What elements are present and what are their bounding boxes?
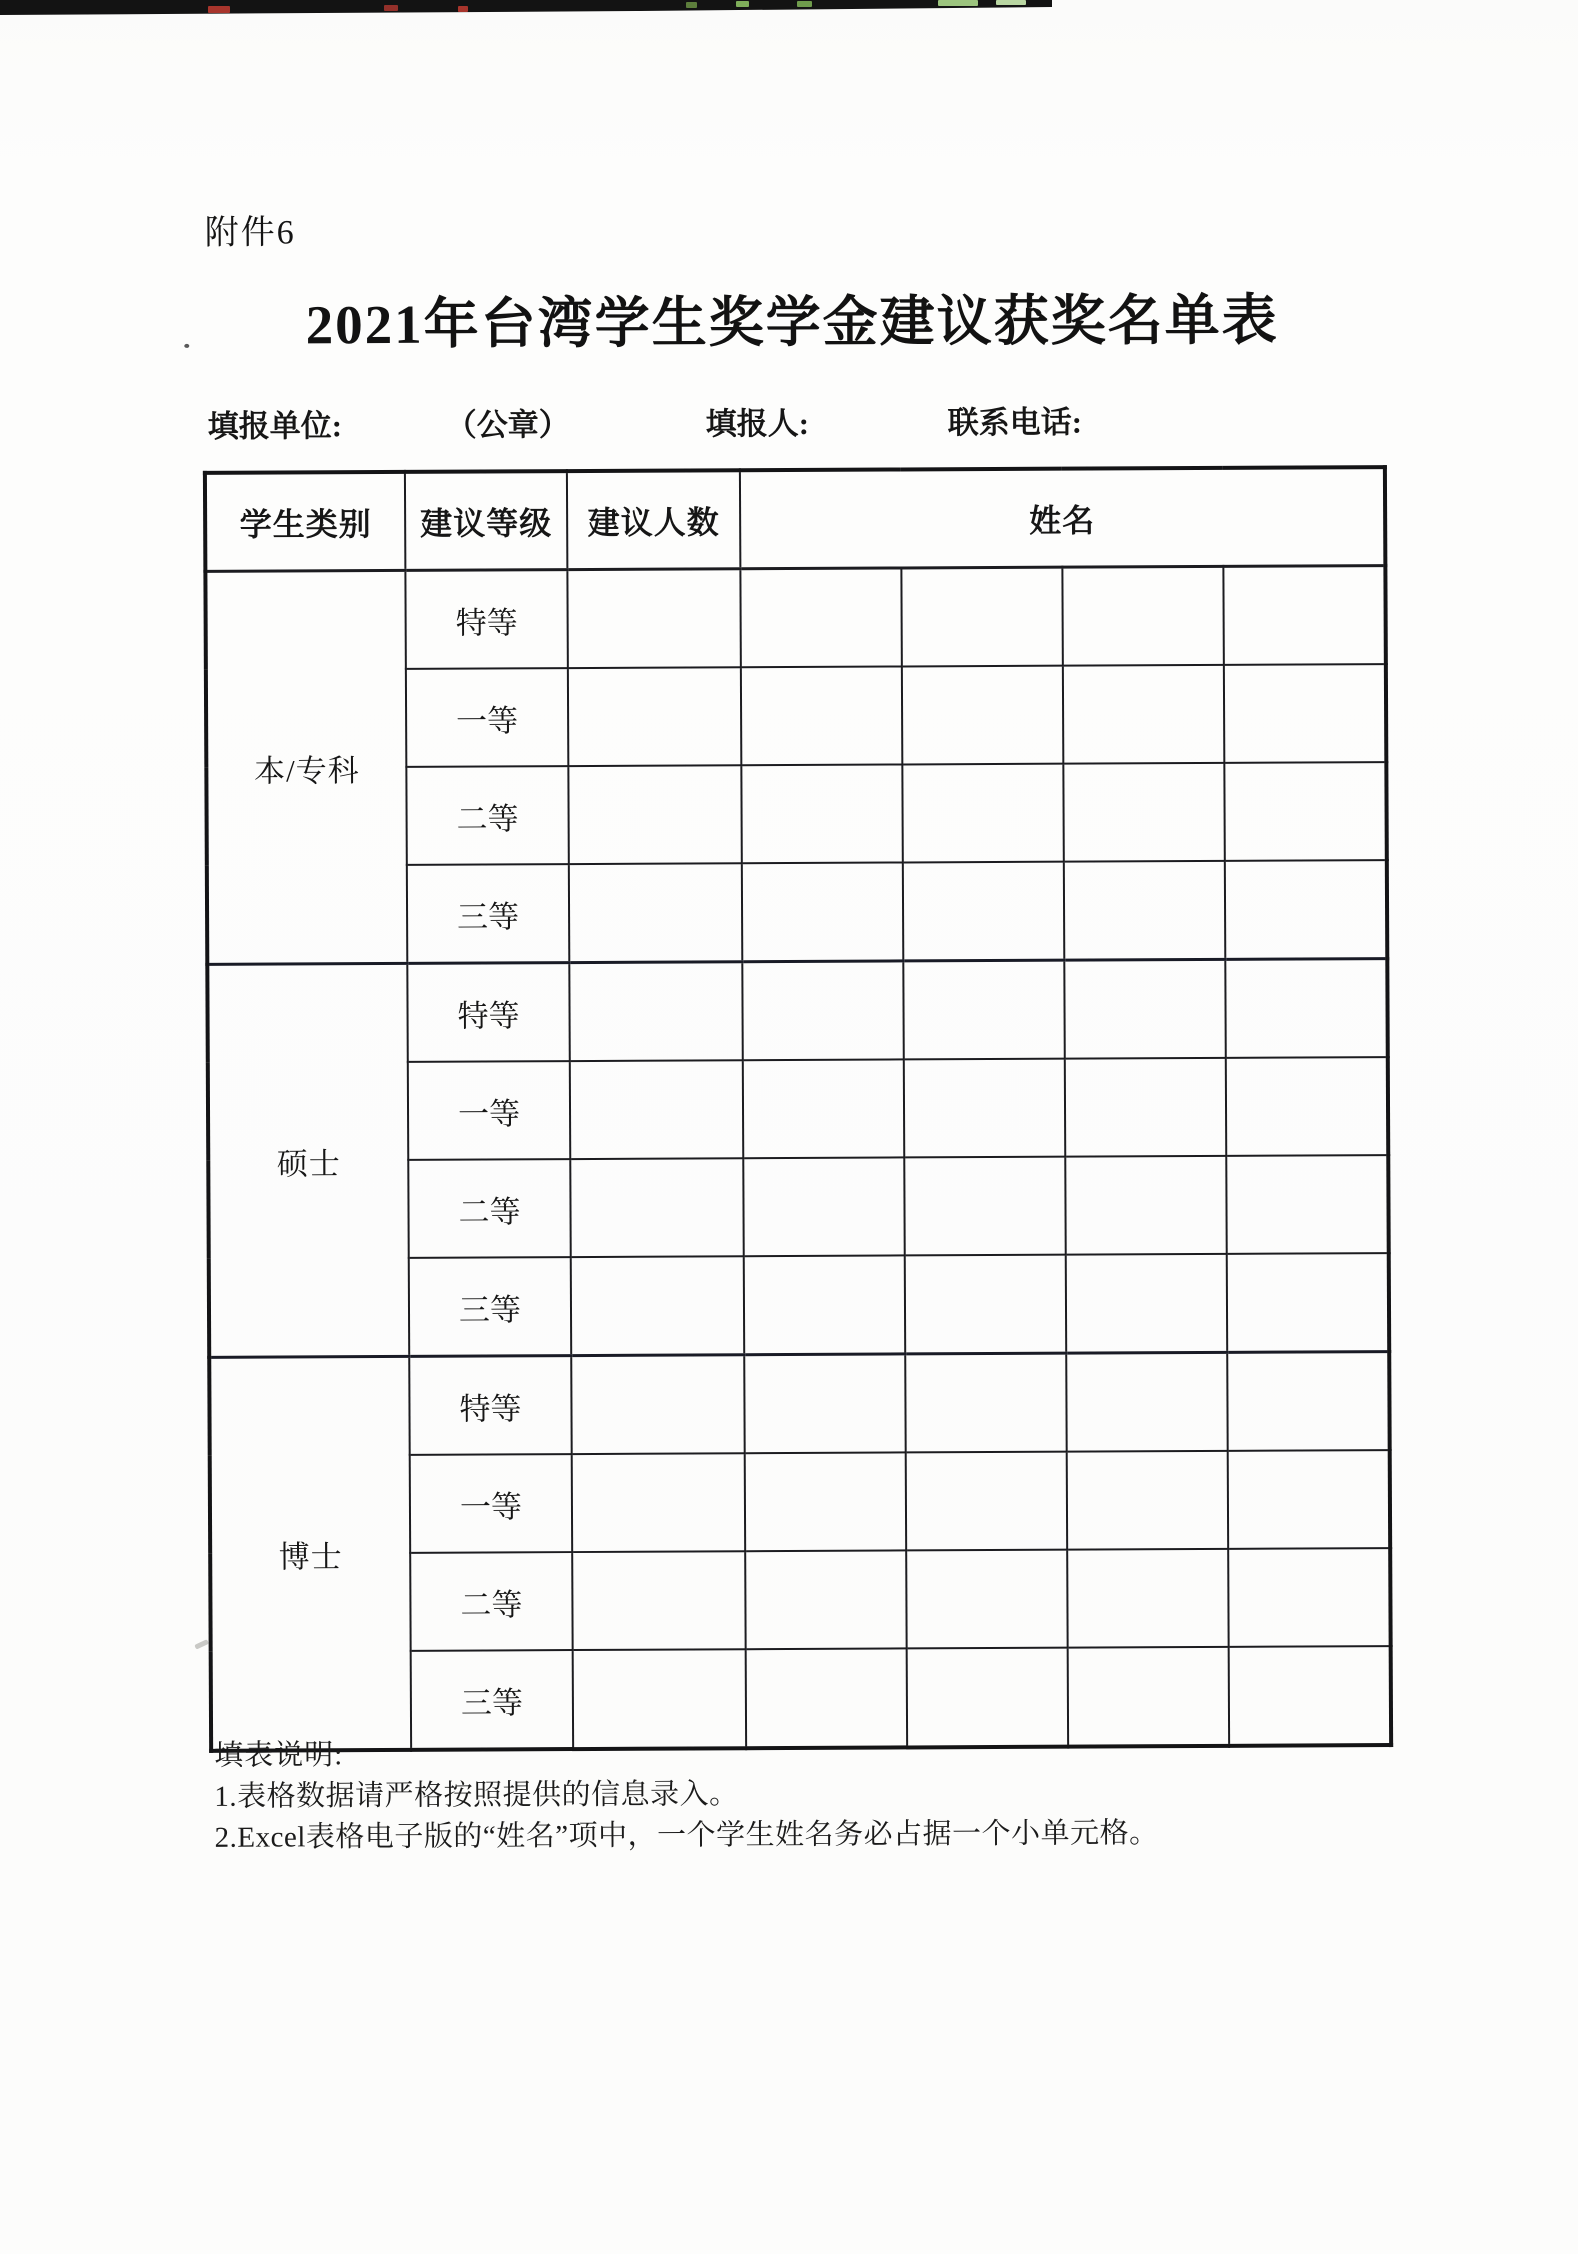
name-cell (745, 1452, 906, 1551)
reporter-label: 填报人: (705, 405, 810, 442)
table-header-row (205, 467, 1385, 571)
grade-cell: 二等 (410, 1552, 572, 1651)
ink-dot-artifact (184, 344, 189, 348)
count-cell (568, 667, 741, 766)
name-cell (1062, 566, 1223, 665)
table-row (207, 959, 1387, 1063)
note-item: 1.表格数据请严格按照提供的信息录入。 (214, 1778, 739, 1813)
name-cell (904, 1059, 1065, 1158)
grade-cell: 一等 (410, 1454, 572, 1553)
count-cell (569, 863, 742, 962)
count-cell (570, 1158, 743, 1257)
name-cell (901, 567, 1062, 666)
count-cell (571, 1355, 744, 1454)
name-cell (743, 1059, 904, 1158)
name-cell (745, 1550, 906, 1649)
name-cell (744, 1354, 905, 1453)
grade-cell: 三等 (407, 864, 569, 963)
grade-cell: 二等 (406, 766, 568, 865)
name-cell (1067, 1549, 1228, 1648)
name-cell (904, 1157, 1065, 1256)
name-cell (1065, 1058, 1226, 1157)
count-cell (570, 1060, 743, 1159)
name-cell (1225, 959, 1387, 1058)
count-cell (567, 569, 740, 668)
name-cell (1064, 959, 1225, 1058)
notes-heading: 填表说明: (214, 1739, 344, 1772)
name-cell (1065, 1156, 1226, 1255)
note-item: 2.Excel表格电子版的“姓名”项中，一个学生姓名务必占据一个小单元格。 (214, 1817, 1159, 1854)
name-cell (741, 666, 902, 765)
name-cell (741, 764, 902, 863)
name-cell (1228, 1548, 1390, 1647)
name-cell (902, 666, 1063, 765)
name-cell (1228, 1450, 1390, 1549)
grade-cell: 特等 (405, 570, 567, 669)
category-cell: 本/专科 (205, 570, 407, 964)
grade-cell: 一等 (406, 668, 568, 767)
page-title: 2021年台湾学生奖学金建议获奖名单表 (305, 289, 1279, 356)
name-cell (1063, 665, 1224, 764)
name-cell (906, 1452, 1067, 1551)
grade-cell: 三等 (409, 1257, 571, 1356)
count-cell (569, 962, 742, 1061)
attachment-label: 附件6 (204, 214, 296, 252)
table-row (205, 566, 1385, 670)
name-cell (1066, 1254, 1227, 1353)
grade-cell: 三等 (411, 1650, 573, 1750)
name-cell (740, 568, 901, 667)
name-cell (906, 1550, 1067, 1649)
grade-cell: 一等 (408, 1061, 570, 1160)
count-cell (572, 1551, 745, 1650)
grade-cell: 特等 (409, 1356, 571, 1455)
scan-smudge-artifact (194, 1639, 209, 1649)
name-cell (1227, 1352, 1389, 1451)
header-cell-count: 建议人数 (567, 470, 740, 569)
category-cell: 博士 (209, 1356, 411, 1750)
name-cell (905, 1255, 1066, 1354)
name-cell (1066, 1352, 1227, 1451)
name-cell (743, 1157, 904, 1256)
info-row (0, 394, 1576, 448)
header-cell-name: 姓名 (740, 467, 1385, 569)
name-cell (1225, 860, 1387, 959)
count-cell (571, 1256, 744, 1355)
official-seal-placeholder: （公章） (445, 407, 570, 443)
count-cell (572, 1453, 745, 1552)
name-cell (902, 764, 1063, 863)
name-cell (1224, 664, 1386, 763)
name-cell (1226, 1057, 1388, 1156)
name-cell (903, 862, 1064, 961)
contact-phone-label: 联系电话: (947, 404, 1083, 441)
header-cell-grade: 建议等级 (405, 471, 567, 570)
name-cell (903, 960, 1064, 1059)
name-cell (1067, 1451, 1228, 1550)
table-row (209, 1352, 1389, 1456)
name-cell (1226, 1155, 1388, 1254)
name-cell (905, 1353, 1066, 1452)
name-cell (1229, 1646, 1391, 1746)
name-cell (1224, 762, 1386, 861)
name-cell (744, 1255, 905, 1354)
award-list-table (203, 465, 1393, 1753)
form-notes (214, 1731, 1159, 1859)
name-cell (1063, 763, 1224, 862)
category-cell: 硕士 (207, 963, 409, 1357)
name-cell (1223, 566, 1385, 665)
name-cell (742, 862, 903, 961)
name-cell (742, 961, 903, 1060)
header-cell-category: 学生类别 (205, 472, 405, 571)
grade-cell: 特等 (407, 963, 569, 1062)
count-cell (568, 765, 741, 864)
name-cell (1064, 861, 1225, 960)
grade-cell: 二等 (408, 1159, 570, 1258)
reporting-unit-label: 填报单位: (207, 408, 343, 444)
name-cell (1227, 1253, 1389, 1352)
